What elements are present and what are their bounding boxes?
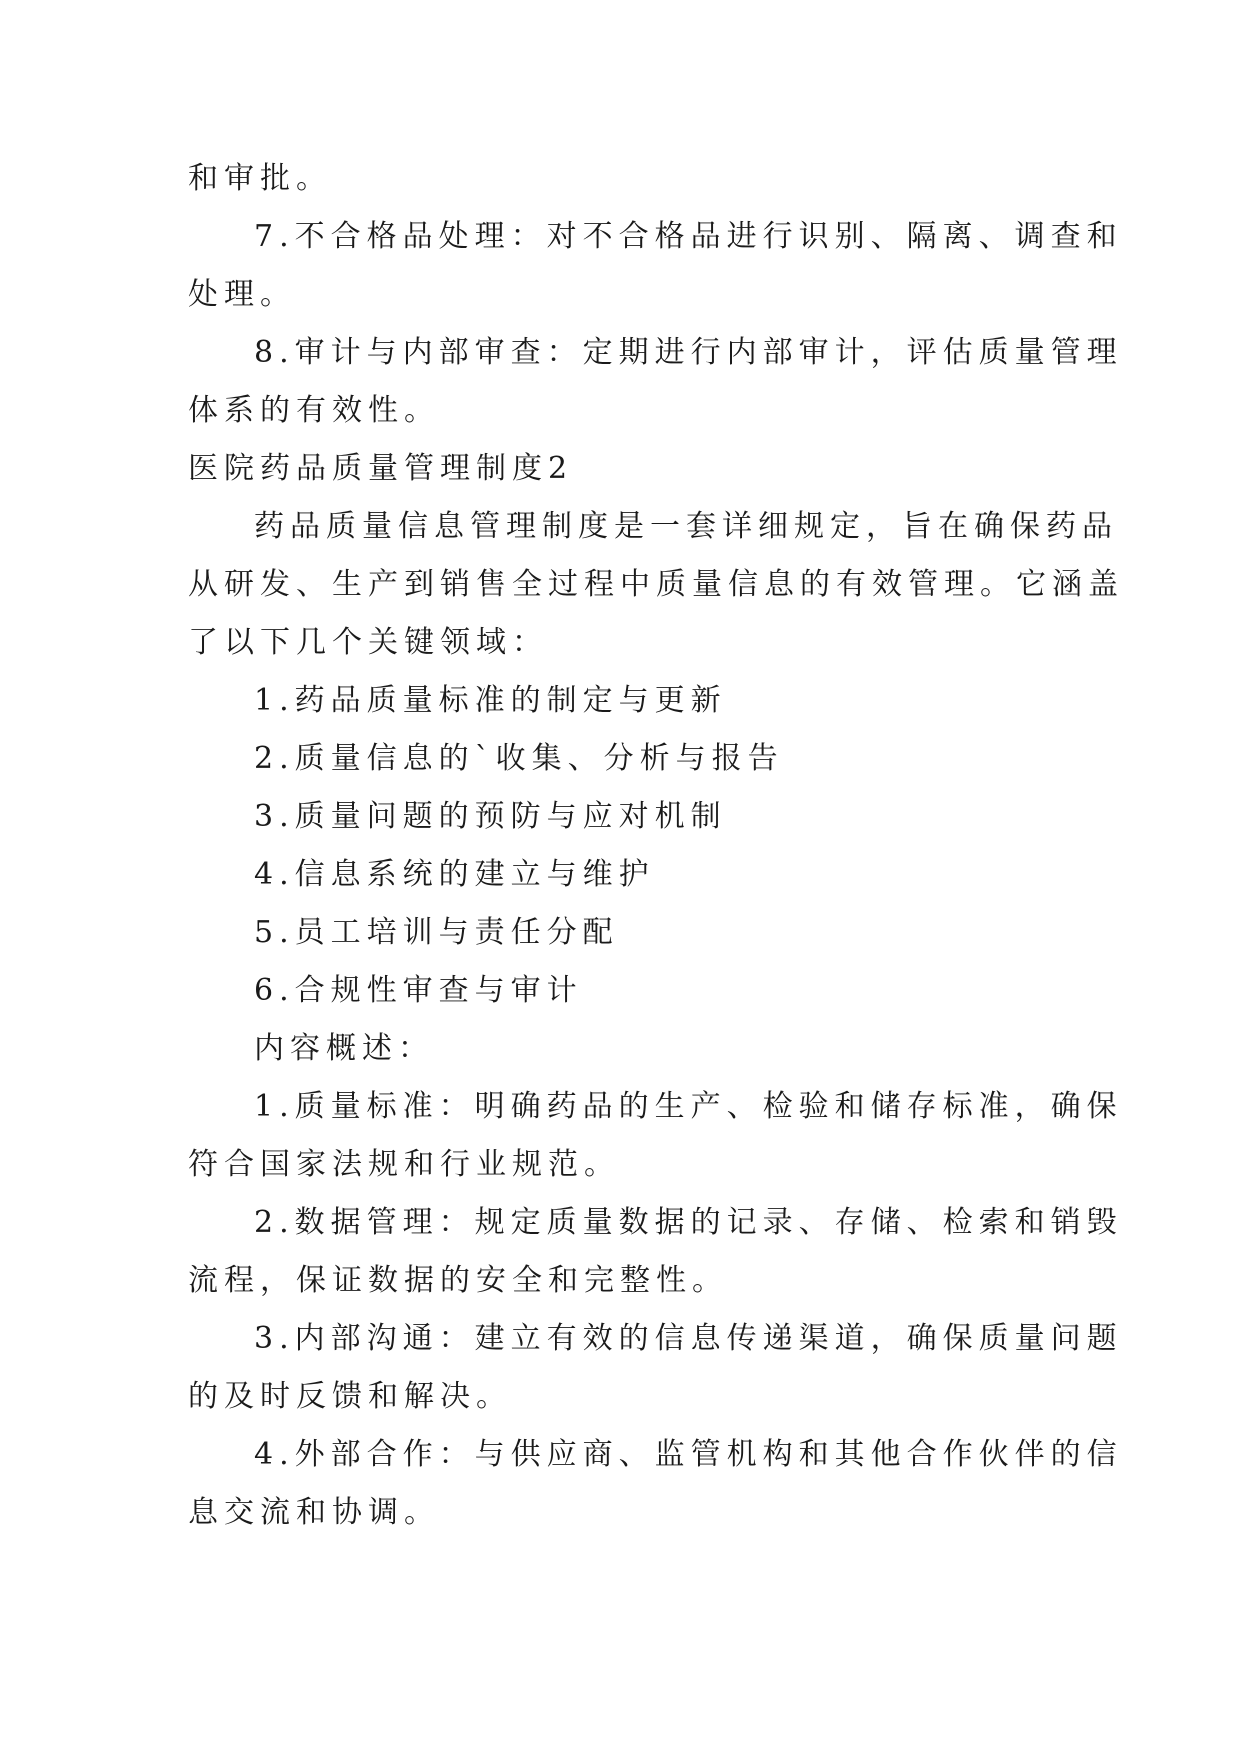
text-line: 内容概述： [254, 1031, 434, 1066]
list-item: 4.信息系统的建立与维护 [254, 857, 655, 892]
text-line: 息交流和协调。 [188, 1495, 440, 1530]
section-title: 医院药品质量管理制度2 [188, 451, 574, 486]
text-line: 2.数据管理：规定质量数据的记录、存储、检索和销毁 [254, 1205, 1123, 1240]
list-item: 3.质量问题的预防与应对机制 [254, 799, 727, 834]
text-line: 8.审计与内部审查：定期进行内部审计，评估质量管理 [254, 335, 1123, 370]
text-line: 符合国家法规和行业规范。 [188, 1147, 620, 1182]
text-line: 从研发、生产到销售全过程中质量信息的有效管理。它涵盖 [188, 567, 1124, 602]
text-line: 流程，保证数据的安全和完整性。 [188, 1263, 728, 1298]
text-line: 体系的有效性。 [188, 393, 440, 428]
text-line: 的及时反馈和解决。 [188, 1379, 512, 1414]
list-item: 1.药品质量标准的制定与更新 [254, 683, 727, 718]
text-line: 了以下几个关键领域： [188, 625, 548, 660]
text-line: 7.不合格品处理：对不合格品进行识别、隔离、调查和 [254, 219, 1123, 254]
text-line: 3.内部沟通：建立有效的信息传递渠道，确保质量问题 [254, 1321, 1123, 1356]
text-line: 和审批。 [188, 161, 332, 196]
list-item: 2.质量信息的`收集、分析与报告 [254, 741, 784, 776]
text-line: 4.外部合作：与供应商、监管机构和其他合作伙伴的信 [254, 1437, 1123, 1472]
text-line: 处理。 [188, 277, 296, 312]
list-item: 5.员工培训与责任分配 [254, 915, 619, 950]
list-item: 6.合规性审查与审计 [254, 973, 583, 1008]
text-line: 药品质量信息管理制度是一套详细规定，旨在确保药品 [254, 509, 1118, 544]
text-line: 1.质量标准：明确药品的生产、检验和储存标准，确保 [254, 1089, 1123, 1124]
